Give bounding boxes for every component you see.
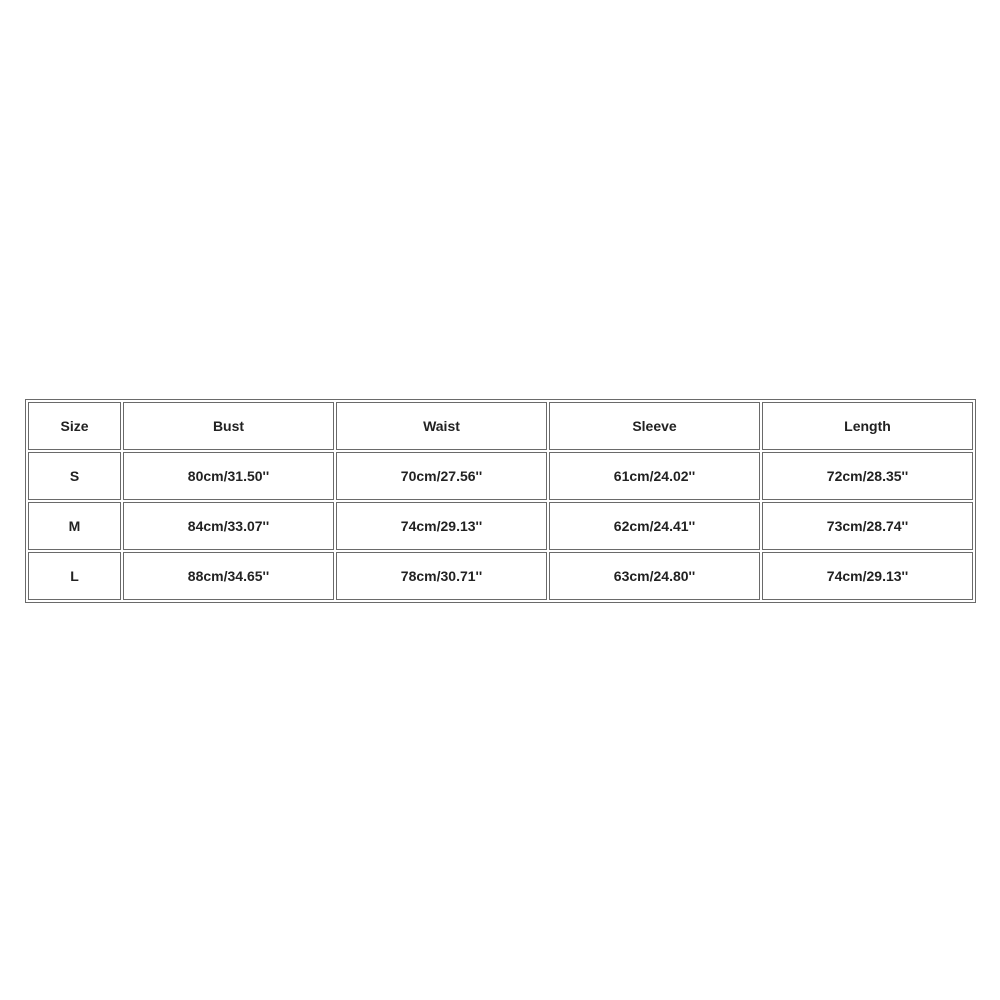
length-cell: 73cm/28.74''	[762, 502, 973, 550]
waist-cell: 70cm/27.56''	[336, 452, 547, 500]
size-cell: M	[28, 502, 121, 550]
header-size: Size	[28, 402, 121, 450]
table-header-row	[28, 402, 973, 450]
bust-cell: 80cm/31.50''	[123, 452, 334, 500]
table-row	[28, 502, 973, 550]
bust-cell: 84cm/33.07''	[123, 502, 334, 550]
bust-cell: 88cm/34.65''	[123, 552, 334, 600]
table-row	[28, 552, 973, 600]
size-cell: S	[28, 452, 121, 500]
header-bust: Bust	[123, 402, 334, 450]
waist-cell: 78cm/30.71''	[336, 552, 547, 600]
header-waist: Waist	[336, 402, 547, 450]
sleeve-cell: 62cm/24.41''	[549, 502, 760, 550]
size-chart-table	[25, 399, 976, 603]
header-length: Length	[762, 402, 973, 450]
length-cell: 72cm/28.35''	[762, 452, 973, 500]
size-cell: L	[28, 552, 121, 600]
sleeve-cell: 61cm/24.02''	[549, 452, 760, 500]
header-sleeve: Sleeve	[549, 402, 760, 450]
sleeve-cell: 63cm/24.80''	[549, 552, 760, 600]
waist-cell: 74cm/29.13''	[336, 502, 547, 550]
length-cell: 74cm/29.13''	[762, 552, 973, 600]
table-row	[28, 452, 973, 500]
